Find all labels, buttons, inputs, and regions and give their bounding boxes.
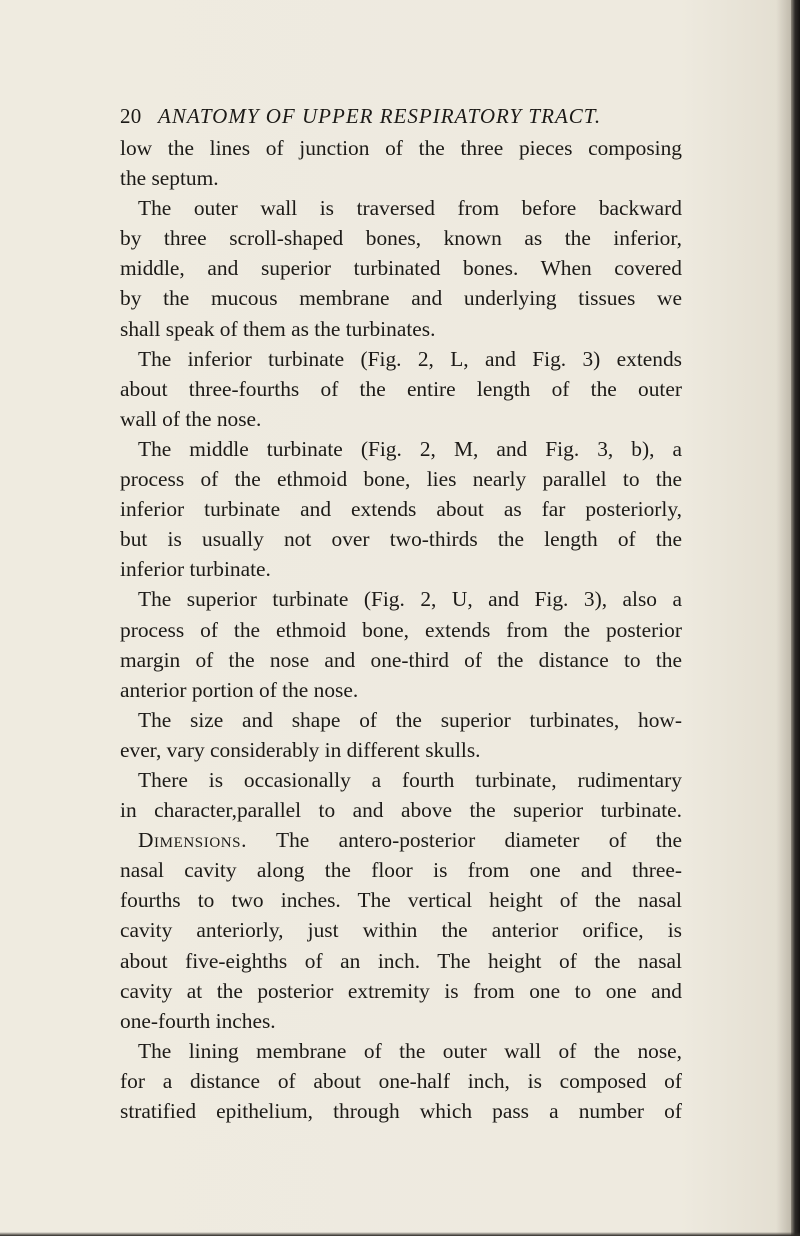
text-line-content: shall speak of them as the turbinates. xyxy=(120,316,436,341)
text-line xyxy=(120,705,682,735)
text-line-content: fourths to two inches. The vertical height of the nasal xyxy=(120,888,682,913)
section-lead: Dimensions. xyxy=(138,828,248,853)
text-line xyxy=(120,434,682,464)
running-head-title: ANATOMY OF UPPER RESPIRATORY TRACT. xyxy=(158,104,602,128)
text-line xyxy=(120,976,682,1006)
text-line xyxy=(120,314,682,344)
text-line-content: anterior portion of the nose. xyxy=(120,677,359,702)
text-line xyxy=(120,735,682,765)
text-line xyxy=(120,253,682,283)
text-line-content: in character,parallel to and above the superior turbinate. xyxy=(120,798,682,823)
text-line-content: The inferior turbinate (Fig. 2, L, and Fig. 3) extends xyxy=(138,346,682,371)
text-line xyxy=(120,584,682,614)
text-line-content: wall of the nose. xyxy=(120,406,262,431)
page-edge-shadow xyxy=(791,0,800,1236)
text-line-content: The outer wall is traversed from before backward xyxy=(138,196,682,221)
text-line xyxy=(120,645,682,675)
text-line-content: about three-fourths of the entire length of the outer xyxy=(120,376,682,401)
text-line xyxy=(120,885,682,915)
text-line xyxy=(120,193,682,223)
text-line-content: process of the ethmoid bone, extends from the posterior xyxy=(120,617,682,642)
text-line xyxy=(120,374,682,404)
text-line xyxy=(120,283,682,313)
page-bottom-edge xyxy=(0,1232,800,1236)
text-line xyxy=(120,133,682,163)
text-line-content: cavity at the posterior extremity is from one to one and xyxy=(120,978,682,1003)
text-line-content: nasal cavity along the floor is from one and three- xyxy=(120,858,682,883)
text-line-content: but is usually not over two-thirds the length of the xyxy=(120,527,682,552)
text-line xyxy=(120,765,682,795)
text-line-content: by three scroll-shaped bones, known as the inferior, xyxy=(120,226,682,251)
text-line xyxy=(120,855,682,885)
text-line xyxy=(120,524,682,554)
text-line-content: for a distance of about one-half inch, is composed of xyxy=(120,1068,682,1093)
text-line-content: The middle turbinate (Fig. 2, M, and Fig. 3, b), a xyxy=(138,436,682,461)
text-line xyxy=(120,404,682,434)
text-line xyxy=(120,915,682,945)
text-line xyxy=(120,1006,682,1036)
text-line xyxy=(120,946,682,976)
text-line-content: cavity anteriorly, just within the anterior orifice, is xyxy=(120,918,682,943)
text-line xyxy=(120,615,682,645)
text-line xyxy=(120,1096,682,1126)
text-line-content: inferior turbinate and extends about as far posteriorly, xyxy=(120,497,682,522)
text-line-content: one-fourth inches. xyxy=(120,1008,276,1033)
text-line xyxy=(120,223,682,253)
text-line-content: middle, and superior turbinated bones. When covered xyxy=(120,256,682,281)
text-line-content: There is occasionally a fourth turbinate, rudimentary xyxy=(138,767,682,792)
text-line-content: The size and shape of the superior turbinates, how- xyxy=(138,707,682,732)
text-line-content: margin of the nose and one-third of the distance to the xyxy=(120,647,682,672)
running-head xyxy=(120,104,680,134)
text-line xyxy=(120,795,682,825)
text-line xyxy=(120,554,682,584)
page-number: 20 xyxy=(120,104,142,128)
text-line-content: process of the ethmoid bone, lies nearly parallel to the xyxy=(120,467,682,492)
text-line xyxy=(120,1036,682,1066)
text-line-content: The lining membrane of the outer wall of the nose, xyxy=(138,1038,682,1063)
body-text xyxy=(120,133,682,1126)
text-line xyxy=(120,464,682,494)
text-line-content: stratified epithelium, through which pass a number of xyxy=(120,1099,682,1123)
text-line xyxy=(120,494,682,524)
text-line-content: by the mucous membrane and underlying tissues we xyxy=(120,286,682,311)
text-line xyxy=(120,163,682,193)
text-line-content: The superior turbinate (Fig. 2, U, and Fig. 3), also a xyxy=(138,587,682,612)
text-line-content: inferior turbinate. xyxy=(120,557,271,582)
text-line-content: ever, vary considerably in different skulls. xyxy=(120,737,481,762)
text-line xyxy=(120,1066,682,1096)
text-line-content: The antero-posterior diameter of the xyxy=(276,828,682,853)
text-line xyxy=(120,825,682,855)
text-line-content: about five-eighths of an inch. The height of the nasal xyxy=(120,948,682,973)
text-line-content: the septum. xyxy=(120,166,219,191)
text-line xyxy=(120,675,682,705)
text-line xyxy=(120,344,682,374)
text-line-content: low the lines of junction of the three pieces composing xyxy=(120,136,682,160)
